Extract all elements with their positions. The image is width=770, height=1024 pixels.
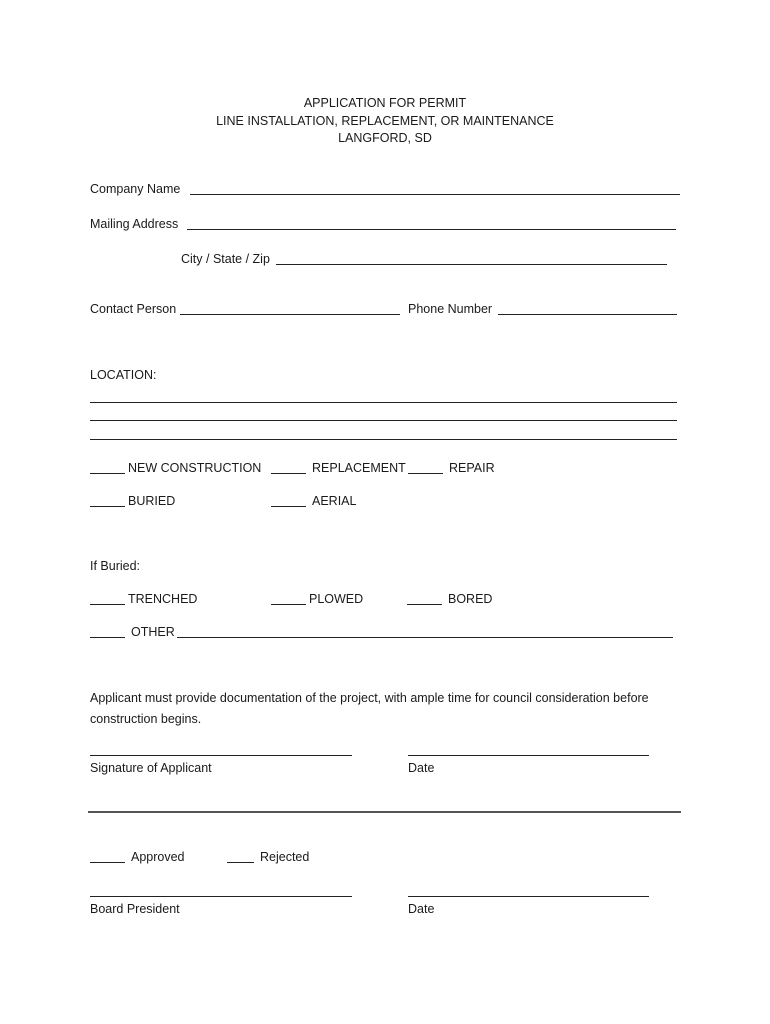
location-line-1[interactable] (90, 402, 677, 403)
location-line-2[interactable] (90, 420, 677, 421)
if-buried-label: If Buried: (90, 559, 141, 573)
plowed-checkbox[interactable] (271, 604, 306, 605)
trenched-checkbox[interactable] (90, 604, 125, 605)
location-label: LOCATION: (90, 368, 157, 382)
other-label: OTHER (131, 625, 175, 639)
plowed-label: PLOWED (309, 592, 364, 606)
rejected-checkbox[interactable] (227, 862, 254, 863)
company-name-field[interactable] (190, 194, 680, 195)
board-president-signature-field[interactable] (90, 896, 352, 897)
section-divider (88, 811, 681, 813)
replacement-label: REPLACEMENT (312, 461, 406, 475)
mailing-address-label: Mailing Address (90, 217, 179, 231)
new-construction-checkbox[interactable] (90, 473, 125, 474)
contact-person-label: Contact Person (90, 302, 177, 316)
other-checkbox[interactable] (90, 637, 125, 638)
board-date-label: Date (408, 902, 435, 916)
city-state-zip-label: City / State / Zip (181, 252, 270, 266)
board-president-label: Board President (90, 902, 180, 916)
mailing-address-field[interactable] (187, 229, 676, 230)
form-subtitle: LINE INSTALLATION, REPLACEMENT, OR MAINTENANCE (216, 114, 554, 128)
applicant-signature-label: Signature of Applicant (90, 761, 212, 775)
applicant-date-label: Date (408, 761, 435, 775)
bored-checkbox[interactable] (407, 604, 442, 605)
replacement-checkbox[interactable] (271, 473, 306, 474)
form-title: APPLICATION FOR PERMIT (303, 96, 467, 110)
aerial-checkbox[interactable] (271, 506, 306, 507)
repair-label: REPAIR (449, 461, 495, 475)
form-location: LANGFORD, SD (338, 131, 432, 145)
aerial-label: AERIAL (312, 494, 357, 508)
bored-label: BORED (448, 592, 493, 606)
contact-person-field[interactable] (180, 314, 400, 315)
phone-number-label: Phone Number (408, 302, 493, 316)
company-name-label: Company Name (90, 182, 181, 196)
approved-checkbox[interactable] (90, 862, 125, 863)
approved-label: Approved (131, 850, 185, 864)
trenched-label: TRENCHED (128, 592, 198, 606)
repair-checkbox[interactable] (408, 473, 443, 474)
notice-line-1: Applicant must provide documentation of the project, with ample time for council consideration before (90, 691, 649, 705)
location-line-3[interactable] (90, 439, 677, 440)
other-description-field[interactable] (177, 637, 673, 638)
notice-line-2: construction begins. (90, 712, 202, 726)
phone-number-field[interactable] (498, 314, 677, 315)
city-state-zip-field[interactable] (276, 264, 667, 265)
board-date-field[interactable] (408, 896, 649, 897)
rejected-label: Rejected (260, 850, 310, 864)
applicant-date-field[interactable] (408, 755, 649, 756)
new-construction-label: NEW CONSTRUCTION (128, 461, 262, 475)
buried-label: BURIED (128, 494, 176, 508)
buried-checkbox[interactable] (90, 506, 125, 507)
applicant-signature-field[interactable] (90, 755, 352, 756)
